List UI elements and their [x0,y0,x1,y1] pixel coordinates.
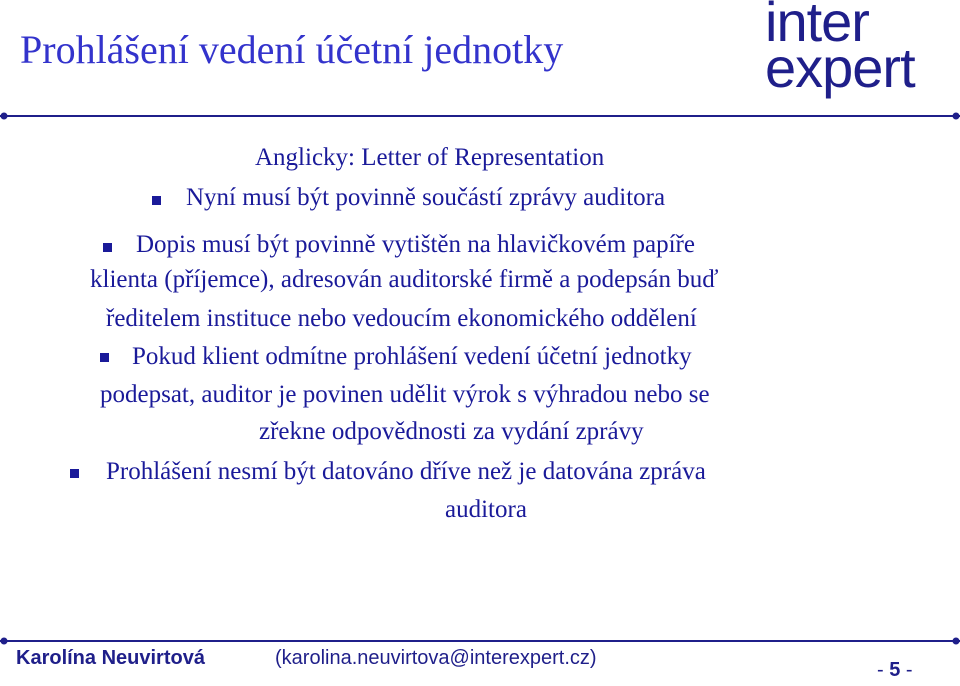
page-number-value: 5 [889,659,901,681]
page-prefix: - [877,659,890,681]
logo-line-2: expert [765,36,915,99]
body-line-8: zřekne odpovědnosti za vydání zprávy [259,418,644,445]
page-number [877,659,913,682]
top-divider [0,112,960,116]
body-line-5: ředitelem instituce nebo vedoucím ekonomického oddělení [106,305,697,332]
bullet-square-icon [70,469,79,478]
bullet-square-icon [152,196,161,205]
body-line-2: Nyní musí být povinně součástí zprávy auditora [186,184,666,211]
page-suffix: - [900,659,913,681]
logo-line-1: inter [765,0,869,53]
body-line-3: Dopis musí být povinně vytištěn na hlavičkovém papíře [136,231,695,258]
body-line-4: klienta (příjemce), adresován auditorské firmě a podepsán buď [90,266,719,293]
bullet-square-icon [100,353,109,362]
interexpert-logo [765,2,935,98]
body-line-9: Prohlášení nesmí být datováno dříve než je datována zpráva [106,458,706,485]
body-line-1: Anglicky: Letter of Representation [255,144,605,171]
body-line-6: Pokud klient odmítne prohlášení vedení účetní jednotky [132,343,692,370]
bottom-divider [0,637,960,641]
slide-title: Prohlášení vedení účetní jednotky [20,27,564,72]
body-line-10: auditora [445,496,527,523]
body-line-7: podepsat, auditor je povinen udělit výrok s výhradou nebo se [100,381,710,408]
footer-email: (karolina.neuvirtova@interexpert.cz) [275,647,597,669]
footer-author: Karolína Neuvirtová [16,647,205,669]
bullet-square-icon [103,243,112,252]
